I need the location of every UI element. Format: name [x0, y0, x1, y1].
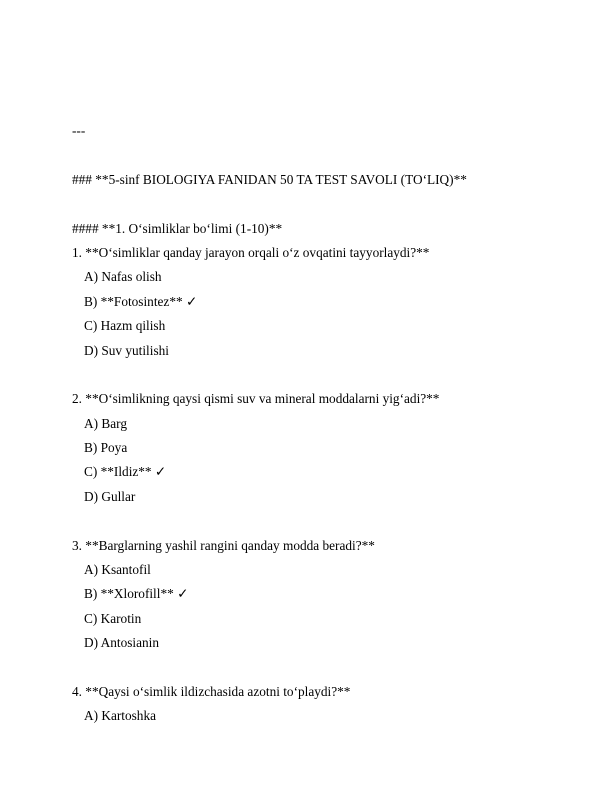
option-b: B) **Xlorofill** ✓ — [84, 586, 189, 602]
question-2 — [72, 387, 542, 509]
blank-line — [72, 143, 542, 167]
option-a: A) Nafas olish — [84, 269, 162, 285]
document-title: ### **5-sinf BIOLOGIYA FANIDAN 50 TA TEST SAVOLI (TO‘LIQ)** — [72, 171, 467, 187]
question-text: 3. **Barglarning yashil rangini qanday modda beradi?** — [72, 537, 375, 553]
question-4 — [72, 680, 542, 729]
option-c: C) **Ildiz** ✓ — [84, 464, 167, 480]
option-d: D) Suv yutilishi — [84, 342, 169, 358]
option-b: B) **Fotosintez** ✓ — [84, 293, 198, 309]
option-d: D) Gullar — [84, 488, 136, 504]
option-b: B) Poya — [84, 440, 128, 456]
question-1 — [72, 241, 542, 363]
blank-line — [72, 656, 542, 680]
option-c: C) Hazm qilish — [84, 318, 166, 334]
document-content — [72, 119, 542, 729]
blank-line — [72, 192, 542, 216]
separator-line: --- — [72, 123, 86, 138]
blank-line — [72, 363, 542, 387]
question-3 — [72, 534, 542, 656]
option-a: A) Ksantofil — [84, 562, 151, 578]
option-a: A) Barg — [84, 415, 127, 431]
option-a: A) Kartoshka — [84, 708, 157, 724]
blank-line — [72, 509, 542, 533]
question-text: 4. **Qaysi o‘simlik ildizchasida azotni to‘playdi?** — [72, 683, 351, 699]
question-text: 1. **O‘simliklar qanday jarayon orqali o‘z ovqatini tayyorlaydi?** — [72, 244, 430, 260]
option-c: C) Karotin — [84, 610, 142, 626]
option-d: D) Antosianin — [84, 635, 159, 651]
question-text: 2. **O‘simlikning qaysi qismi suv va mineral moddalarni yig‘adi?** — [72, 391, 440, 407]
section-heading: #### **1. O‘simliklar bo‘limi (1-10)** — [72, 220, 283, 236]
